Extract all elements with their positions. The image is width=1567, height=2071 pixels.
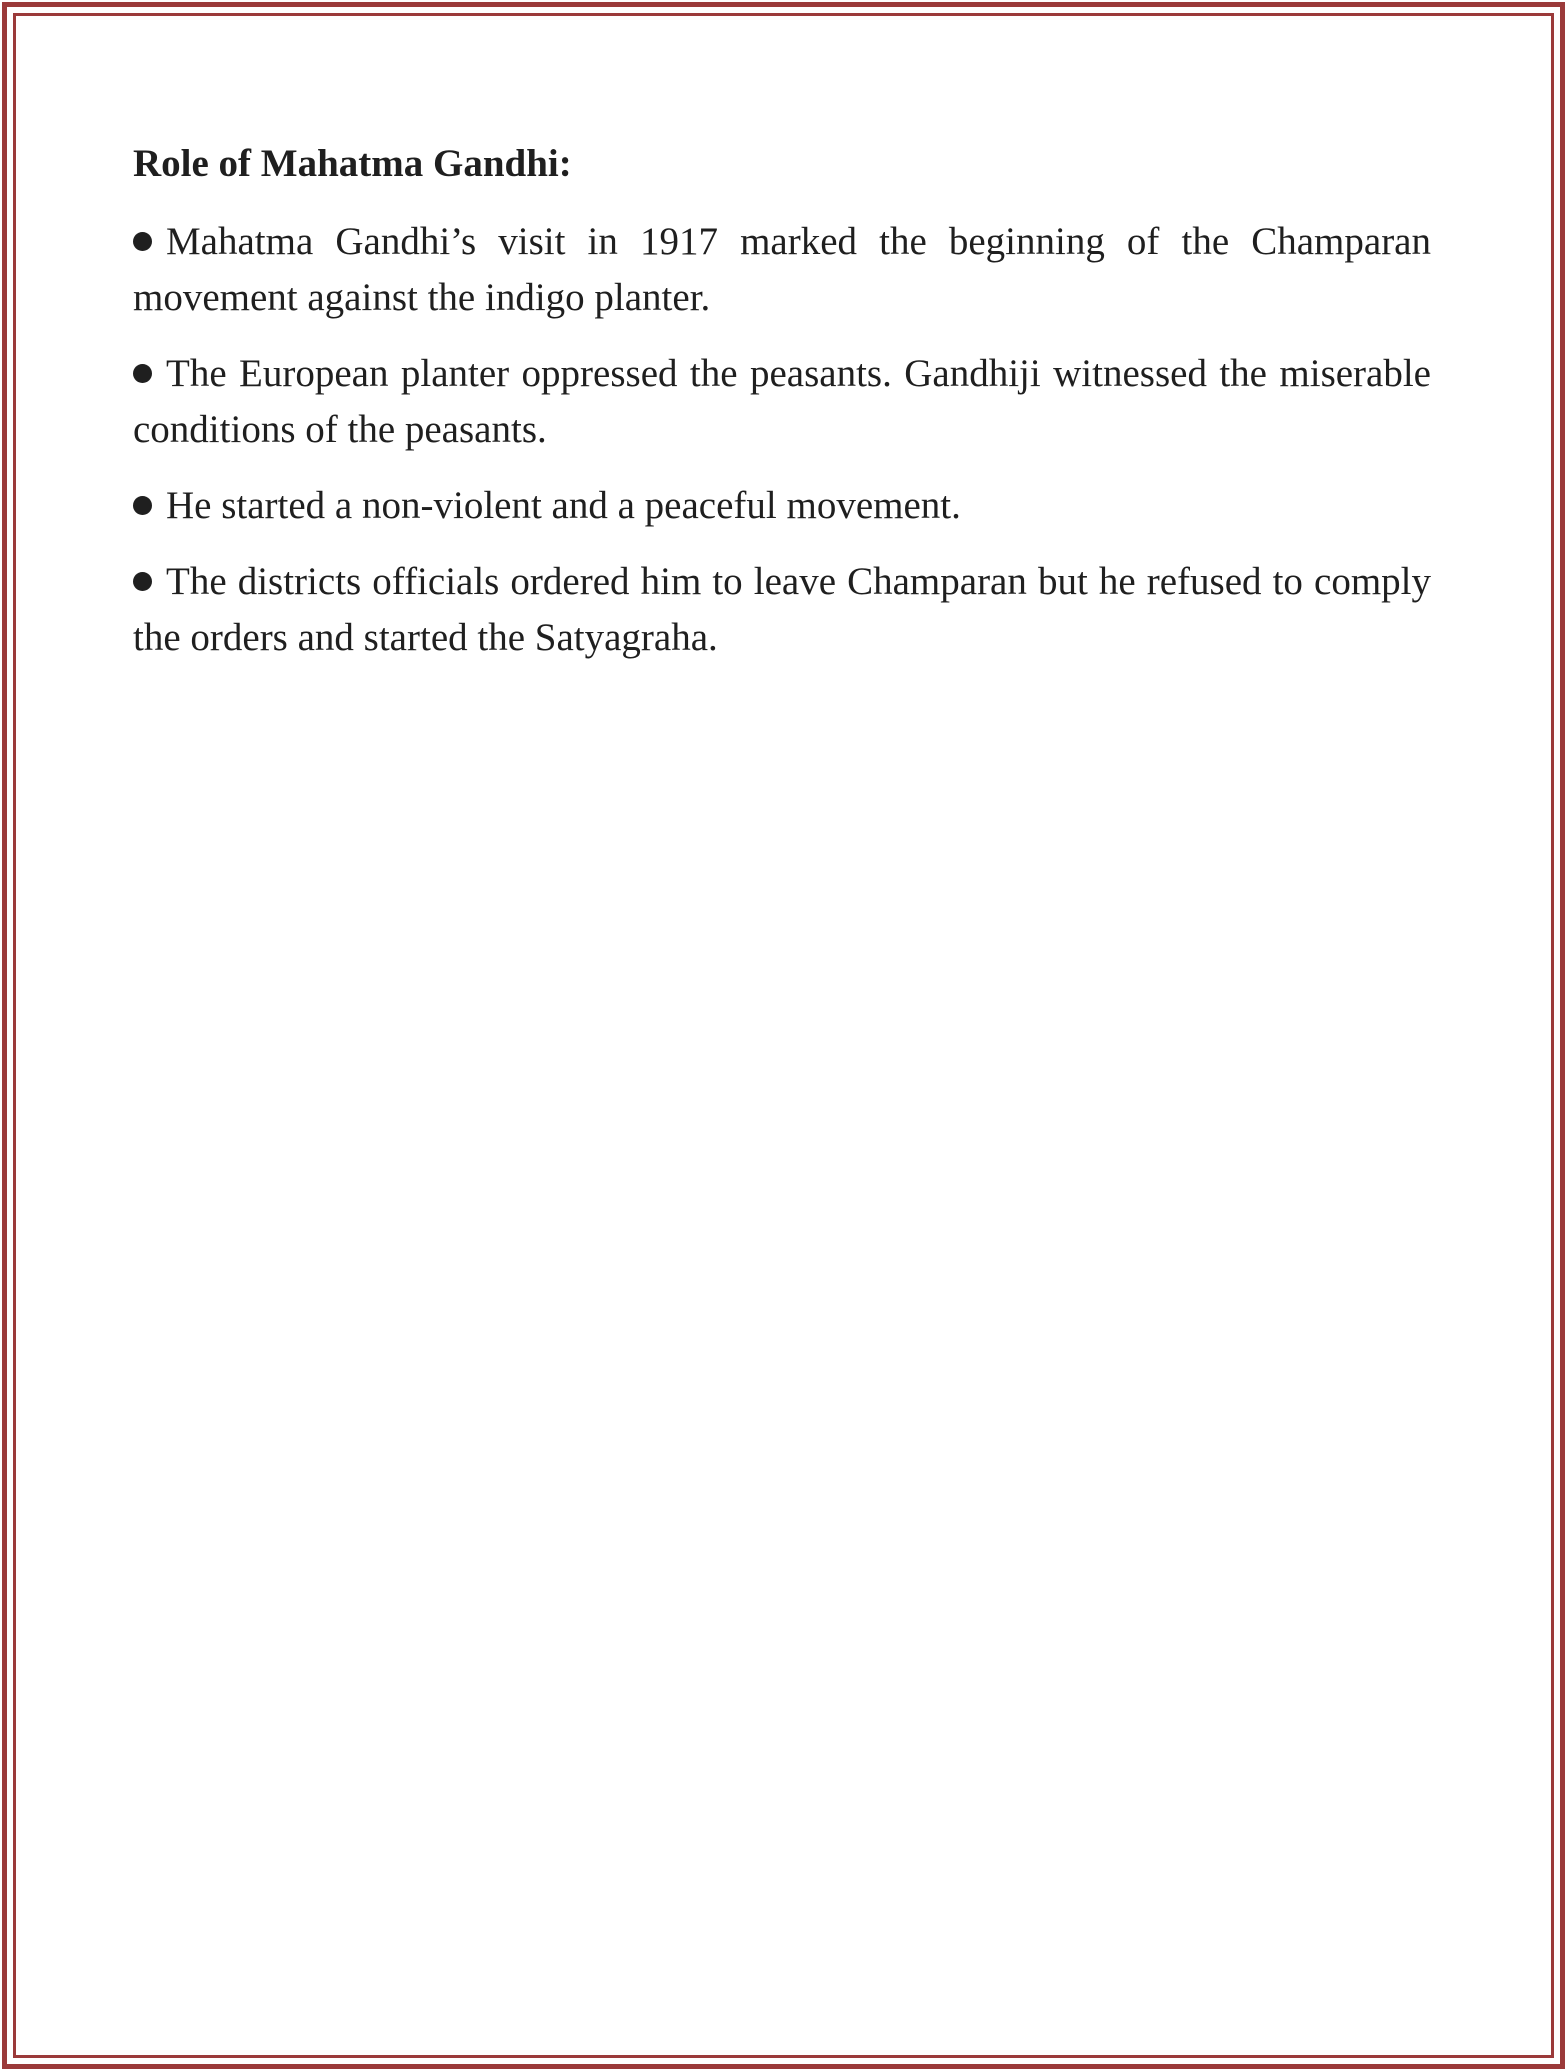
section-heading: Role of Mahatma Gandhi: <box>133 142 572 185</box>
bullet-item <box>133 554 1431 666</box>
bullet-text: The European planter oppressed the peasants. Gandhiji witnessed the miserable conditions of the peasants. <box>133 352 1431 451</box>
bullet-dot-icon <box>133 572 152 591</box>
bullet-list <box>133 214 1431 666</box>
bullet-dot-icon <box>133 232 152 251</box>
document-content <box>133 128 1431 686</box>
bullet-item <box>133 346 1431 458</box>
bullet-dot-icon <box>133 364 152 383</box>
bullet-dot-icon <box>133 496 152 515</box>
bullet-text: He started a non-violent and a peaceful movement. <box>166 484 961 527</box>
bullet-item <box>133 478 1431 534</box>
bullet-text: Mahatma Gandhi’s visit in 1917 marked the beginning of the Champaran movement against the indigo planter. <box>133 220 1431 319</box>
bullet-item <box>133 214 1431 326</box>
bullet-text: The districts officials ordered him to leave Champaran but he refused to comply the orders and started the Satyagraha. <box>133 560 1431 659</box>
